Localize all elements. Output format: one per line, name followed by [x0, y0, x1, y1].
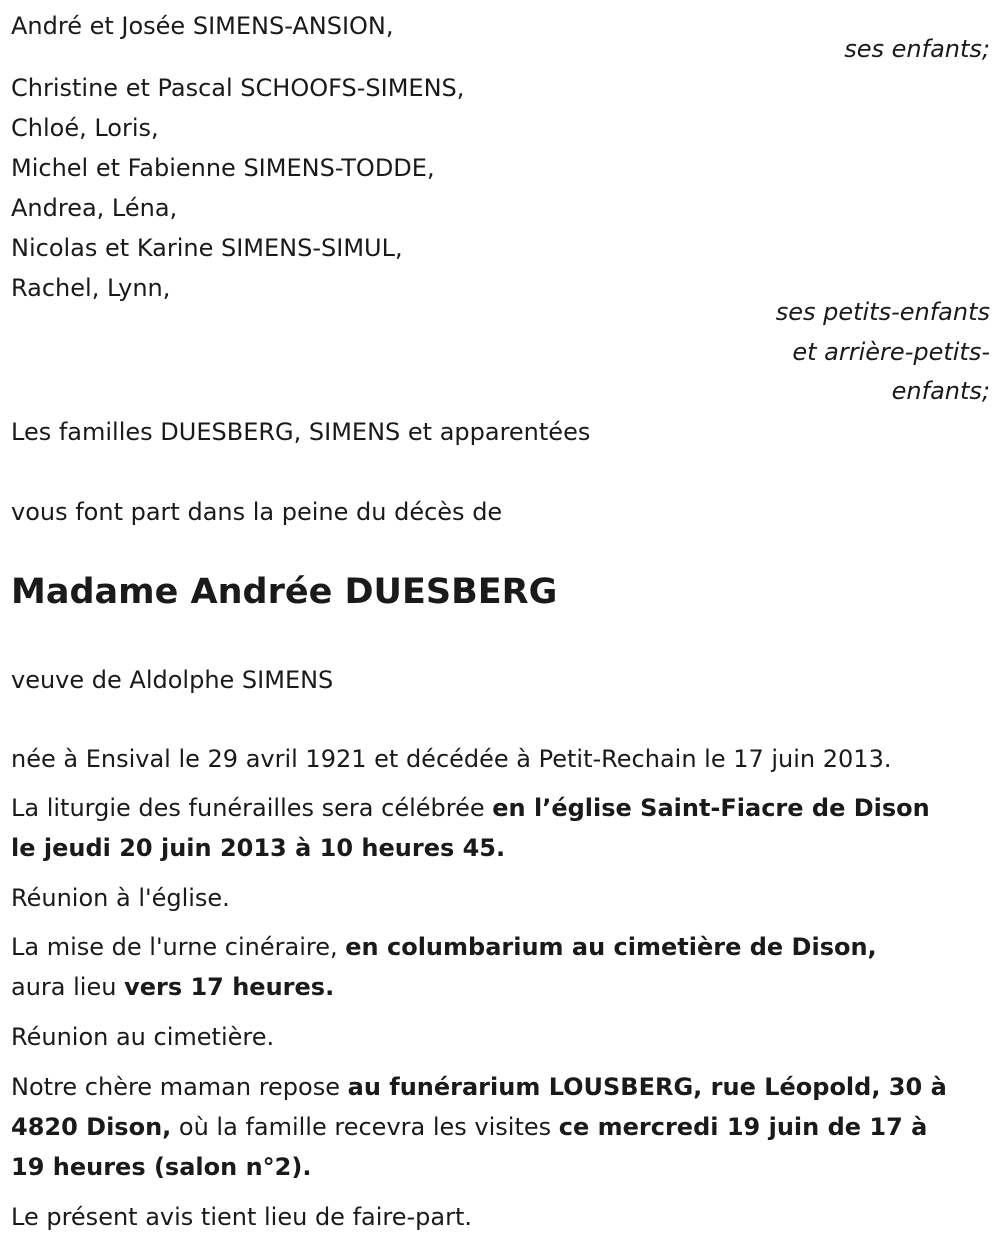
- announcement-line: vous font part dans la peine du décès de: [11, 498, 503, 526]
- rest-line: [11, 1071, 947, 1103]
- grandchildren-line: Rachel, Lynn,: [11, 274, 171, 302]
- church-meeting-line: Réunion à l'église.: [11, 884, 230, 912]
- children-line: André et Josée SIMENS-ANSION,: [11, 12, 394, 40]
- grandchildren-line: Chloé, Loris,: [11, 114, 159, 142]
- rest-place: au funérarium LOUSBERG, rue Léopold, 30 à: [347, 1073, 947, 1101]
- urn-prefix: La mise de l'urne cinéraire,: [11, 933, 346, 961]
- visit-line: [11, 1151, 311, 1183]
- families-line: Les familles DUESBERG, SIMENS et apparentées: [11, 418, 591, 446]
- grandchildren-role: enfants;: [891, 377, 990, 405]
- deceased-name: Madame Andrée DUESBERG: [11, 572, 558, 612]
- grandchildren-line: Christine et Pascal SCHOOFS-SIMENS,: [11, 74, 465, 102]
- urn-place: en columbarium au cimetière de Dison,: [345, 933, 877, 961]
- birth-death-line: née à Ensival le 29 avril 1921 et décédée à Petit-Rechain le 17 juin 2013.: [11, 745, 892, 773]
- urn-time: vers 17 heures.: [124, 973, 335, 1001]
- widow-of-line: veuve de Aldolphe SIMENS: [11, 666, 334, 694]
- rest-place-city: 4820 Dison,: [11, 1113, 172, 1141]
- urn-mid: aura lieu: [11, 973, 125, 1001]
- grandchildren-line: Michel et Fabienne SIMENS-TODDE,: [11, 154, 435, 182]
- visit-time: ce mercredi 19 juin de 17 à: [558, 1113, 928, 1141]
- grandchildren-line: Andrea, Léna,: [11, 194, 178, 222]
- liturgy-place: en l’église Saint-Fiacre de Dison: [492, 794, 930, 822]
- visit-time-end: 19 heures (salon n°2).: [11, 1153, 312, 1181]
- urn-time-line: [11, 971, 334, 1003]
- cemetery-meeting-line: Réunion au cimetière.: [11, 1023, 275, 1051]
- grandchildren-line: Nicolas et Karine SIMENS-SIMUL,: [11, 234, 403, 262]
- rest-mid: où la famille recevra les visites: [171, 1113, 559, 1141]
- liturgy-date-line: [11, 832, 505, 864]
- liturgy-date: le jeudi 20 juin 2013 à 10 heures 45.: [11, 834, 506, 862]
- closing-line: Le présent avis tient lieu de faire-part.: [11, 1203, 473, 1231]
- rest-prefix: Notre chère maman repose: [11, 1073, 348, 1101]
- grandchildren-role: et arrière-petits-: [792, 338, 990, 366]
- children-role: ses enfants;: [844, 35, 990, 63]
- rest-line-2: [11, 1111, 927, 1143]
- liturgy-line: [11, 792, 930, 824]
- liturgy-prefix: La liturgie des funérailles sera célébrée: [11, 794, 493, 822]
- grandchildren-role: ses petits-enfants: [775, 298, 990, 326]
- urn-line: [11, 931, 877, 963]
